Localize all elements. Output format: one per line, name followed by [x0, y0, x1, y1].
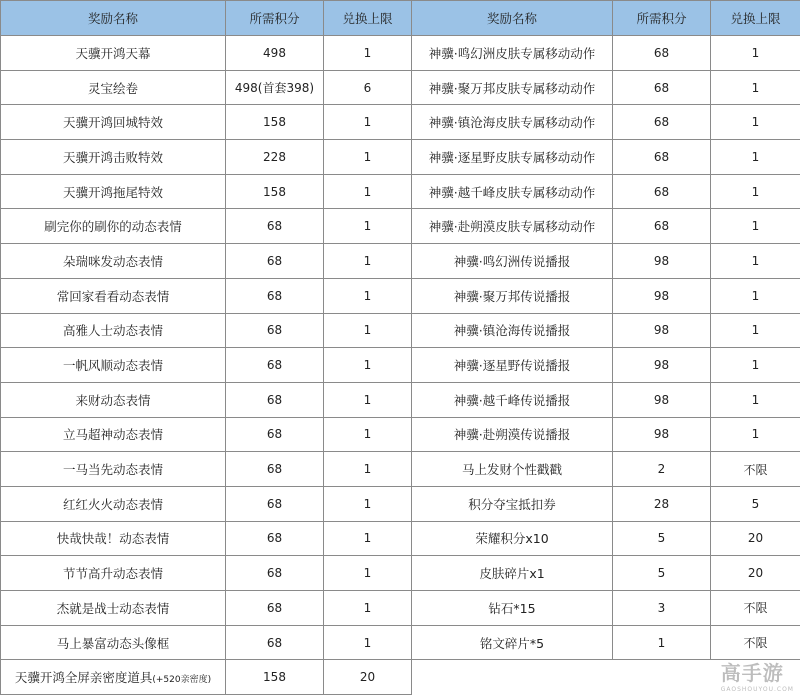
points-cell: 5 — [613, 556, 711, 591]
reward-name-cell: 神骥·聚万邦皮肤专属移动动作 — [412, 70, 613, 105]
points-cell: 68 — [226, 313, 324, 348]
watermark-text: 高手游 — [720, 661, 784, 685]
limit-cell: 1 — [324, 209, 412, 244]
points-cell: 68 — [226, 417, 324, 452]
table-row — [1, 625, 800, 660]
points-cell: 68 — [226, 625, 324, 660]
watermark-logo — [721, 657, 794, 693]
table-row — [1, 313, 800, 348]
limit-cell: 1 — [324, 348, 412, 383]
points-cell: 1 — [613, 625, 711, 660]
limit-cell: 1 — [324, 244, 412, 279]
table-row — [1, 140, 800, 175]
table-row — [1, 417, 800, 452]
reward-name-cell: 快哉快哉！动态表情 — [1, 521, 226, 556]
points-cell: 68 — [613, 105, 711, 140]
points-cell: 68 — [226, 452, 324, 487]
reward-name-cell: 铭文碎片*5 — [412, 625, 613, 660]
reward-name-cell: 立马超神动态表情 — [1, 417, 226, 452]
limit-cell: 1 — [711, 313, 800, 348]
table-row — [1, 278, 800, 313]
reward-name-cell: 神骥·越千峰传说播报 — [412, 382, 613, 417]
limit-cell: 1 — [711, 278, 800, 313]
table-row — [1, 452, 800, 487]
limit-cell: 1 — [711, 348, 800, 383]
points-cell: 68 — [226, 556, 324, 591]
table-row — [1, 70, 800, 105]
table-row — [1, 591, 800, 626]
table-row — [1, 660, 800, 695]
points-cell: 98 — [613, 244, 711, 279]
reward-name-cell: 积分夺宝抵扣券 — [412, 486, 613, 521]
limit-cell: 1 — [324, 521, 412, 556]
limit-cell: 20 — [711, 556, 800, 591]
reward-name-cell: 神骥·镇沧海传说播报 — [412, 313, 613, 348]
limit-cell: 1 — [711, 244, 800, 279]
reward-name-note: (+520亲密度) — [152, 675, 212, 686]
reward-name-cell: 一马当先动态表情 — [1, 452, 226, 487]
limit-cell: 6 — [324, 70, 412, 105]
reward-name-cell: 天骥开鸿击败特效 — [1, 140, 226, 175]
table-row — [1, 382, 800, 417]
table-row — [1, 348, 800, 383]
reward-name-cell: 神骥·聚万邦传说播报 — [412, 278, 613, 313]
limit-cell: 1 — [324, 140, 412, 175]
points-cell: 498(首套398) — [226, 70, 324, 105]
limit-cell: 1 — [711, 105, 800, 140]
points-cell: 158 — [226, 174, 324, 209]
reward-name-cell: 神骥·鸣幻洲传说播报 — [412, 244, 613, 279]
reward-name-cell: 神骥·赴朔漠皮肤专属移动动作 — [412, 209, 613, 244]
reward-name-cell: 神骥·逐星野传说播报 — [412, 348, 613, 383]
reward-name-cell — [1, 660, 226, 695]
points-cell: 68 — [226, 486, 324, 521]
reward-name-cell: 刷完你的刷你的动态表情 — [1, 209, 226, 244]
limit-cell: 1 — [711, 209, 800, 244]
limit-cell: 1 — [324, 313, 412, 348]
points-cell: 228 — [226, 140, 324, 175]
points-cell: 498 — [226, 36, 324, 71]
limit-cell: 5 — [711, 486, 800, 521]
reward-name: 天骥开鸿全屏亲密度道具 — [14, 670, 153, 686]
reward-name-cell: 皮肤碎片x1 — [412, 556, 613, 591]
reward-name-cell: 节节高升动态表情 — [1, 556, 226, 591]
reward-name-cell: 神骥·鸣幻洲皮肤专属移动动作 — [412, 36, 613, 71]
points-cell: 68 — [613, 70, 711, 105]
table-row — [1, 486, 800, 521]
points-cell: 98 — [613, 348, 711, 383]
reward-name-cell: 神骥·赴朔漠传说播报 — [412, 417, 613, 452]
reward-name-cell: 天骥开鸿回城特效 — [1, 105, 226, 140]
points-cell: 3 — [613, 591, 711, 626]
points-cell: 68 — [613, 36, 711, 71]
points-cell: 5 — [613, 521, 711, 556]
points-cell: 2 — [613, 452, 711, 487]
reward-name-cell: 天骥开鸿天幕 — [1, 36, 226, 71]
limit-cell: 1 — [324, 556, 412, 591]
points-cell: 98 — [613, 417, 711, 452]
limit-cell: 1 — [324, 105, 412, 140]
limit-cell: 1 — [711, 140, 800, 175]
reward-name-cell: 常回家看看动态表情 — [1, 278, 226, 313]
limit-cell: 不限 — [711, 625, 800, 660]
reward-name-cell: 荣耀积分x10 — [412, 521, 613, 556]
points-cell: 68 — [226, 382, 324, 417]
table-row — [1, 521, 800, 556]
limit-cell: 1 — [324, 452, 412, 487]
limit-cell: 1 — [324, 174, 412, 209]
reward-name-cell: 马上暴富动态头像框 — [1, 625, 226, 660]
reward-name-cell: 神骥·逐星野皮肤专属移动动作 — [412, 140, 613, 175]
reward-name-cell: 马上发财个性戳戳 — [412, 452, 613, 487]
header-limit: 兑换上限 — [711, 1, 800, 36]
reward-name-cell: 天骥开鸿拖尾特效 — [1, 174, 226, 209]
limit-cell: 1 — [324, 382, 412, 417]
reward-name-cell: 杰就是战士动态表情 — [1, 591, 226, 626]
reward-name-cell: 来财动态表情 — [1, 382, 226, 417]
table-row — [1, 174, 800, 209]
limit-cell: 1 — [711, 417, 800, 452]
reward-name-cell: 灵宝绘卷 — [1, 70, 226, 105]
limit-cell: 20 — [324, 660, 412, 695]
table-row — [1, 105, 800, 140]
limit-cell: 1 — [324, 417, 412, 452]
limit-cell: 1 — [711, 70, 800, 105]
points-cell: 28 — [613, 486, 711, 521]
points-cell: 68 — [613, 209, 711, 244]
table-row — [1, 36, 800, 71]
reward-name-cell: 高雅人士动态表情 — [1, 313, 226, 348]
limit-cell: 1 — [711, 36, 800, 71]
table-row — [1, 244, 800, 279]
limit-cell: 1 — [324, 278, 412, 313]
points-cell: 68 — [226, 278, 324, 313]
limit-cell: 1 — [711, 174, 800, 209]
header-row — [1, 1, 800, 36]
limit-cell: 1 — [324, 625, 412, 660]
header-points: 所需积分 — [613, 1, 711, 36]
limit-cell: 不限 — [711, 591, 800, 626]
limit-cell: 1 — [324, 591, 412, 626]
points-cell: 98 — [613, 278, 711, 313]
points-cell: 68 — [226, 244, 324, 279]
limit-cell: 不限 — [711, 452, 800, 487]
reward-name-cell: 朵瑞咪发动态表情 — [1, 244, 226, 279]
limit-cell: 1 — [324, 36, 412, 71]
reward-name-cell: 红红火火动态表情 — [1, 486, 226, 521]
header-limit: 兑换上限 — [324, 1, 412, 36]
limit-cell: 1 — [324, 486, 412, 521]
header-reward-name: 奖励名称 — [1, 1, 226, 36]
table-row — [1, 209, 800, 244]
reward-name-cell: 神骥·镇沧海皮肤专属移动动作 — [412, 105, 613, 140]
points-cell: 68 — [226, 521, 324, 556]
points-cell: 98 — [613, 313, 711, 348]
reward-name-cell: 一帆风顺动态表情 — [1, 348, 226, 383]
watermark-sub: GAOSHOUYOU.COM — [720, 686, 794, 693]
points-cell: 68 — [226, 591, 324, 626]
points-cell: 68 — [226, 209, 324, 244]
limit-cell: 1 — [711, 382, 800, 417]
header-reward-name: 奖励名称 — [412, 1, 613, 36]
points-cell: 98 — [613, 382, 711, 417]
points-cell: 158 — [226, 660, 324, 695]
header-points: 所需积分 — [226, 1, 324, 36]
table-row — [1, 556, 800, 591]
reward-name-cell: 神骥·越千峰皮肤专属移动动作 — [412, 174, 613, 209]
points-cell: 158 — [226, 105, 324, 140]
points-cell: 68 — [613, 174, 711, 209]
reward-name-cell: 钻石*15 — [412, 591, 613, 626]
points-cell: 68 — [226, 348, 324, 383]
limit-cell: 20 — [711, 521, 800, 556]
points-cell: 68 — [613, 140, 711, 175]
